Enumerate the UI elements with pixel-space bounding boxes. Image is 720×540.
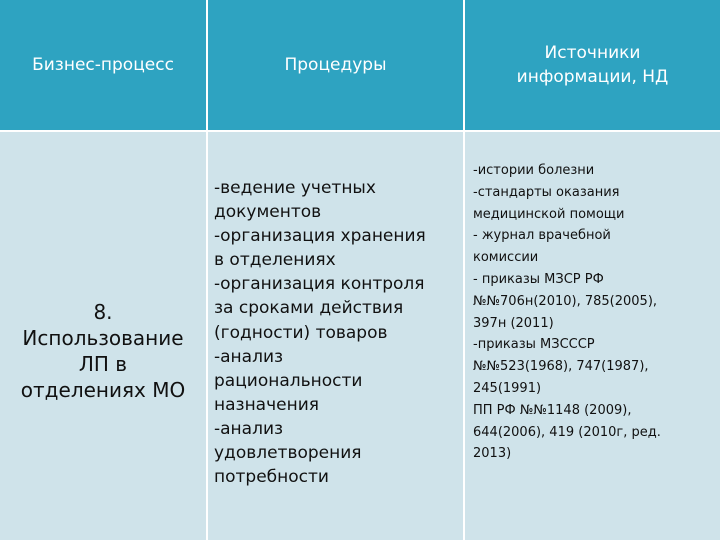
- procedure-line: документов: [214, 202, 322, 223]
- procedure-line: рациональности: [214, 370, 363, 391]
- source-line: №№706н(2010), 785(2005),: [473, 293, 658, 309]
- procedure-line: -организация контроля: [214, 274, 425, 295]
- source-line: - журнал врачебной: [473, 228, 611, 244]
- source-line: ПП РФ №№1148 (2009),: [473, 402, 632, 418]
- process-cell: [0, 132, 208, 540]
- source-line: 397н (2011): [473, 315, 554, 331]
- header-business-process: [0, 0, 208, 132]
- procedure-line: удовлетворения: [214, 443, 362, 464]
- header-procedures: [208, 0, 465, 132]
- procedure-line: -организация хранения: [214, 226, 426, 247]
- header-sources-label: Источники информации, НД: [516, 43, 669, 87]
- source-line: 245(1991): [473, 380, 542, 396]
- process-name: 8. Использование ЛП в отделениях МО: [20, 300, 186, 402]
- procedure-line: в отделениях: [214, 250, 336, 271]
- procedures-cell: [208, 132, 465, 540]
- header-procedures-label: Процедуры: [284, 55, 387, 75]
- source-line: 644(2006), 419 (2010г, ред.: [473, 424, 661, 440]
- procedure-line: потребности: [214, 467, 329, 488]
- source-line: комиссии: [473, 250, 539, 266]
- procedure-line: -анализ: [214, 418, 284, 439]
- source-line: №№523(1968), 747(1987),: [473, 359, 649, 375]
- source-line: -стандарты оказания: [473, 184, 620, 200]
- source-line: 2013): [473, 446, 512, 462]
- source-line: медицинской помощи: [473, 206, 625, 222]
- procedure-line: за сроками действия: [214, 298, 404, 319]
- procedure-line: назначения: [214, 394, 319, 415]
- procedure-line: (годности) товаров: [214, 322, 388, 343]
- header-sources: [465, 0, 720, 132]
- sources-cell: [465, 132, 720, 540]
- source-line: -приказы МЗСССР: [473, 337, 595, 353]
- procedure-line: -анализ: [214, 346, 284, 367]
- header-business-process-label: Бизнес-процесс: [32, 55, 174, 75]
- source-line: -истории болезни: [473, 163, 595, 178]
- procedure-line: -ведение учетных: [214, 178, 376, 198]
- source-line: - приказы МЗСР РФ: [473, 271, 604, 287]
